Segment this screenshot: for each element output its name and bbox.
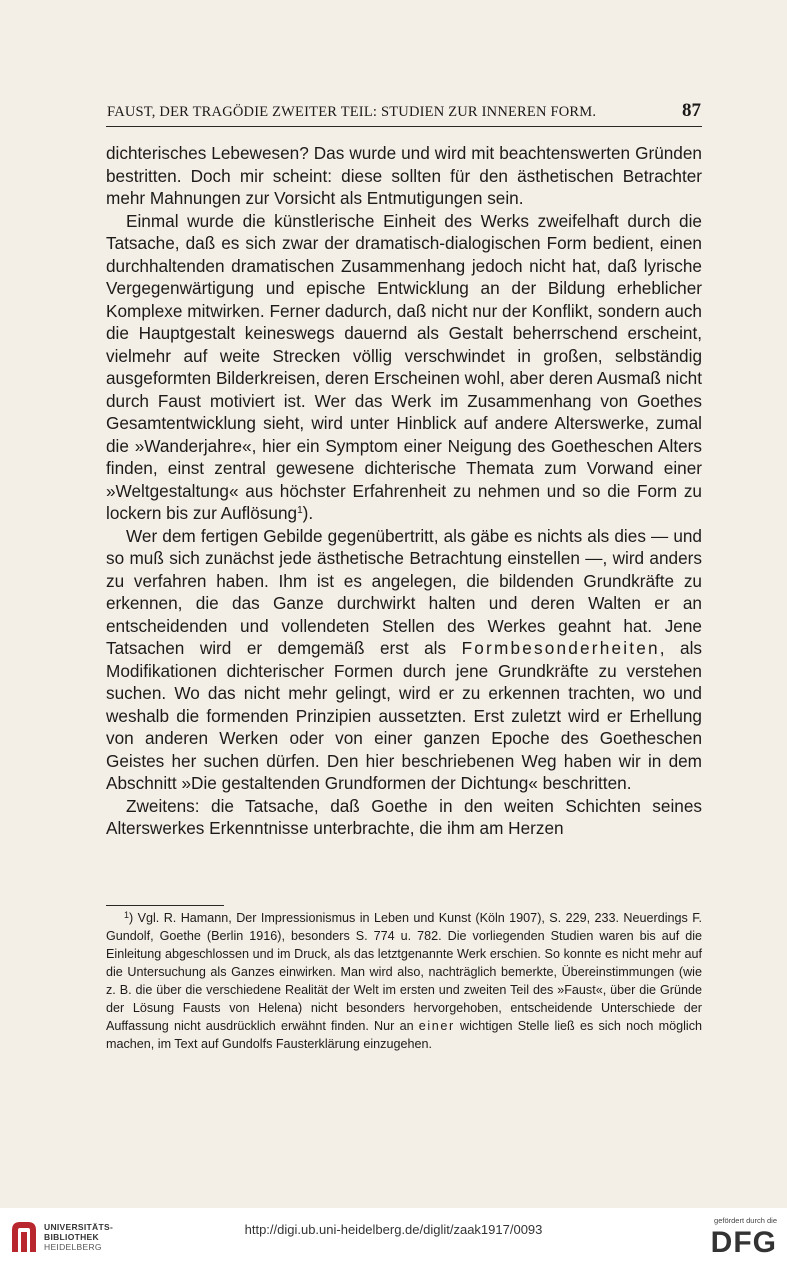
paragraph-2-text: Einmal wurde die künstlerische Einheit des Werks zweifelhaft durch die Tatsache, daß es sich zwar der dramatisch-dialogischen Form bedient, einen durchhaltenden dramatischen Zusammenhang jedoch nicht hat, daß lyrische Vergegenwärtigung und epische Entwicklung an der Bildung erheblicher Komplexe mitwirken. Ferner dadurch, daß nicht nur der Konflikt, sondern auch die Hauptgestalt keineswegs dauernd als Gestalt beherrschend erscheint, vielmehr auf weite Strecken völlig verschwindet in großen, selbständig ausgeformten Bilderkreisen, deren Erscheinen wohl, aber deren Ausmaß nicht durch Faust motiviert ist. Wer das Werk im Zusammenhang von Goethes Gesamtentwicklung sieht, wird unter Hinblick auf andere Alterswerke, zumal die »Wanderjahre«, hier ein Symptom einer Neigung des Goetheschen Alters finden, einst zentral gewesene dichterische Themata zum Vorwand einer »Weltgestaltung« aus höchster Erfahrenheit zu nehmen und so die Form zu lockern bis zur Auflösung xyxy=(106,210,702,523)
running-header xyxy=(107,100,703,126)
paragraph-2-end: ). xyxy=(302,503,314,523)
funder-caption: gefördert durch die xyxy=(714,1216,777,1225)
library-name-line-1: UNIVERSITÄTS- xyxy=(44,1222,114,1232)
running-head-title: FAUST, DER TRAGÖDIE ZWEITER TEIL: STUDIEN ZUR INNEREN FORM. xyxy=(107,104,597,120)
footnote-rule xyxy=(106,905,224,906)
footnote-mark: 1 xyxy=(124,910,130,920)
footnote-text-a: ) Vgl. R. Hamann, Der Impressionismus in Leben und Kunst (Köln 1907), S. 229, 233. Neuerdings F. Gundolf, Goethe (Berlin 1916), besonders S. 774 u. 782. Die vorliegenden Studien waren bis auf die Einleitung abgeschlossen und im Druck, als das letztgenannte Werk erschien. So konnte es nicht mehr auf die Untersuchung als Ganzes einwirken. Man wird also, nachträglich bemerkte, Übereinstimmungen (wie z. B. die über die verschiedene Realität der Welt im ersten und zweiten Teil des »Faust«, über die Gründe der Lösung Fausts von Helena) nicht besonders hervorgehoben, entscheidende Unterschiede der Auffassung nicht ausdrücklich erwähnt finden. Nur an xyxy=(106,911,702,1033)
header-rule xyxy=(106,126,702,127)
paragraph-4-text: Zweitens: die Tatsache, daß Goethe in den weiten Schichten seines Alterswerkes Erkenntnisse unterbrachte, die ihm am Herzen xyxy=(106,795,702,838)
footnote-text-b: wichtigen Stelle ließ es sich noch möglich machen, im Text auf Gundolfs Fausterklärung einzugehen. xyxy=(106,1019,703,1051)
paragraph-3-text-a: Wer dem fertigen Gebilde gegenübertritt, als gäbe es nichts als dies — und so muß sich zunächst jede ästhetische Betrachtung einstellen —, wird anders zu verfahren haben. Ihm ist es angelegen, die bildenden Grundkräfte zu erkennen, die das Ganze durchwirkt halten und deren Walten er an entscheidenden und vollendeten Stellen des Werkes geahnt hat. Jene Tatsachen wird er demgemäß erst als xyxy=(106,525,702,658)
page-number: 87 xyxy=(682,100,701,121)
spaced-emphasis: Formbesonderheiten xyxy=(461,638,660,658)
paragraph-3 xyxy=(106,525,702,795)
dfg-logo: DFG xyxy=(710,1226,777,1259)
body-text xyxy=(106,142,702,840)
library-name-line-2: BIBLIOTHEK xyxy=(44,1232,99,1242)
footnote xyxy=(106,909,702,1053)
paragraph-3-text-b: , als Modifikationen dichterischer Formen durch jene Grundkräfte zu verstehen suchen. Wo das nicht mehr gelingt, wird er zu erkennen trachten, wo und weshalb die formenden Prinzipien aussetzten. Erst zuletzt wird er Erhellung von anderen Werken oder von einer ganzen Epoche des Goetheschen Geistes her suchen dürfen. Den hier beschriebenen Weg haben wir in dem Abschnitt »Die gestaltenden Grundformen der Dichtung« beschritten. xyxy=(106,638,702,793)
paragraph-2 xyxy=(106,210,702,525)
paragraph-4 xyxy=(106,795,702,840)
library-name-line-3: HEIDELBERG xyxy=(44,1242,102,1252)
footnote-spaced-emphasis: einer xyxy=(418,1019,455,1033)
footnote-reference[interactable]: 1 xyxy=(297,505,303,516)
digitization-footer xyxy=(0,1208,787,1266)
paragraph-1 xyxy=(106,142,702,210)
paragraph-1-text: dichterisches Lebewesen? Das wurde und wird mit beachtenswerten Gründen bestritten. Doch mir scheint: diese sollten für den ästhetischen Betrachter mehr Mahnungen zur Vorsicht als Entmutigungen sein. xyxy=(106,143,702,208)
permalink-url[interactable]: http://digi.ub.uni-heidelberg.de/diglit/zaak1917/0093 xyxy=(244,1222,543,1237)
